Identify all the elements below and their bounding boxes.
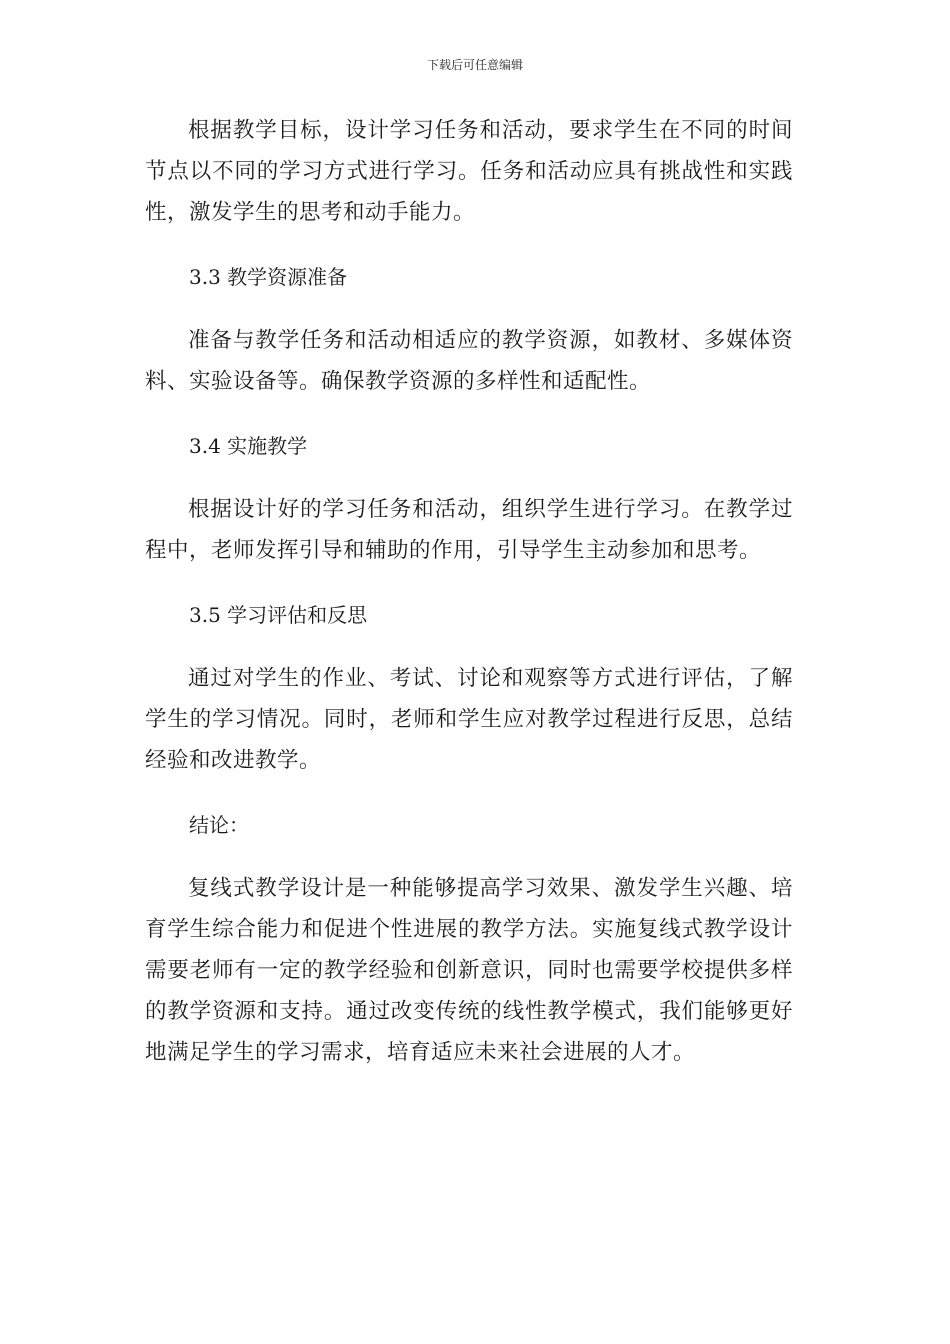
paragraph-evaluation: 通过对学生的作业、考试、讨论和观察等方式进行评估，了解学生的学习情况。同时，老师和学生应对教学过程进行反思，总结经验和改进教学。 bbox=[145, 666, 793, 773]
section-heading-3-4: 3.4 实施教学 bbox=[189, 434, 308, 458]
section-heading-3-3: 3.3 教学资源准备 bbox=[189, 265, 348, 289]
page-header-note: 下载后可任意编辑 bbox=[426, 58, 523, 72]
paragraph-implementation: 根据设计好的学习任务和活动，组织学生进行学习。在教学过程中，老师发挥引导和辅助的作用，引导学生主动参加和思考。 bbox=[145, 497, 793, 563]
paragraph-resources: 准备与教学任务和活动相适应的教学资源，如教材、多媒体资料、实验设备等。确保教学资源的多样性和适配性。 bbox=[145, 328, 793, 394]
conclusion-label: 结论： bbox=[189, 813, 249, 837]
document-body bbox=[145, 110, 793, 1097]
paragraph-conclusion: 复线式教学设计是一种能够提高学习效果、激发学生兴趣、培育学生综合能力和促进个性进展的教学方法。实施复线式教学设计需要老师有一定的教学经验和创新意识，同时也需要学校提供多样的教学资源和支持。通过改变传统的线性教学模式，我们能够更好地满足学生的学习需求，培育适应未来社会进展的人才。 bbox=[145, 876, 793, 1065]
paragraph-task-design: 根据教学目标，设计学习任务和活动，要求学生在不同的时间节点以不同的学习方式进行学习。任务和活动应具有挑战性和实践性，激发学生的思考和动手能力。 bbox=[145, 118, 793, 225]
section-heading-3-5: 3.5 学习评估和反思 bbox=[189, 603, 368, 627]
